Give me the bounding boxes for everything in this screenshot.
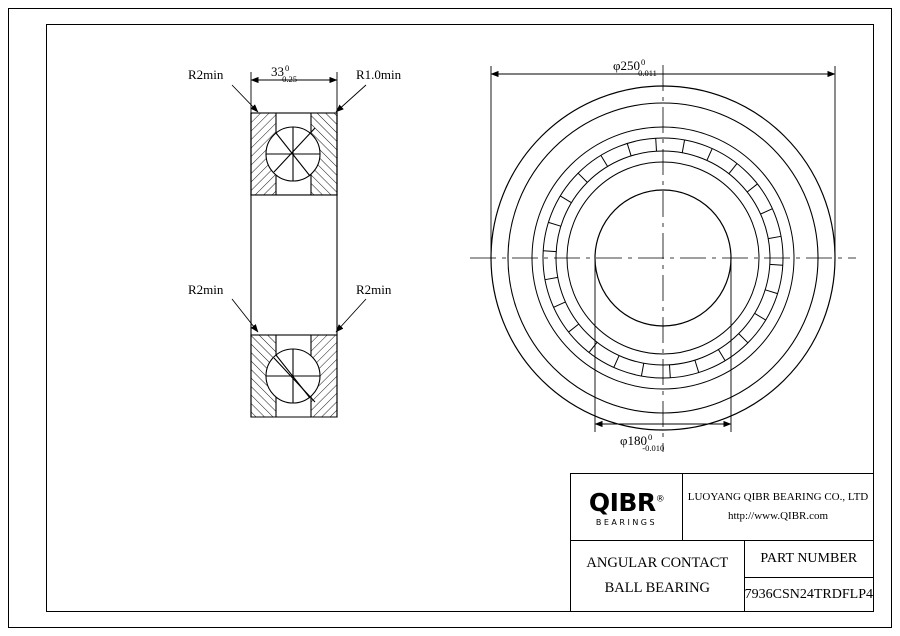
part-number-label: PART NUMBER <box>745 541 873 578</box>
product-type-line2: BALL BEARING <box>604 580 711 596</box>
title-block <box>570 473 874 612</box>
leader-r1min-top-right <box>336 85 366 112</box>
part-number-value: 7936CSN24TRDFLP4 <box>744 586 873 602</box>
title-block-body <box>571 541 873 611</box>
callout-r1min-top-right: R1.0min <box>356 67 402 82</box>
dim-width-value: $33^0$ -0.25 <box>271 63 297 84</box>
front-view-centerlines <box>470 65 856 452</box>
callout-r2min-bottom-right: R2min <box>356 282 392 297</box>
dim-bore-value: $\varphi 180^0$ -0.010 <box>620 432 665 453</box>
logo-brand: QIBR <box>588 487 656 517</box>
leader-r2min-bottom-right <box>336 299 366 332</box>
callout-r2min-top-left: R2min <box>188 67 224 82</box>
callout-r2min-bottom-left: R2min <box>188 282 224 297</box>
section-inner-ring <box>251 195 337 335</box>
section-lower-detail <box>251 335 337 417</box>
leader-r2min-top-left <box>232 85 258 112</box>
dim-od-value: $\varphi 250^0$ -0.011 <box>613 57 657 78</box>
company-info <box>683 474 873 540</box>
section-view <box>251 113 337 417</box>
logo-tagline: BEARINGS <box>595 517 658 527</box>
section-upper-detail <box>251 113 337 195</box>
part-number-cell <box>745 541 873 611</box>
company-name: LUOYANG QIBR BEARING CO., LTD <box>687 491 869 504</box>
registered-trademark-icon: ® <box>655 494 665 505</box>
logo-brand-text <box>588 487 665 517</box>
company-logo <box>571 474 683 540</box>
company-website: http://www.QIBR.com <box>727 510 829 522</box>
title-block-header <box>571 474 873 541</box>
product-type <box>571 541 745 611</box>
product-type-line1: ANGULAR CONTACT <box>586 554 729 571</box>
